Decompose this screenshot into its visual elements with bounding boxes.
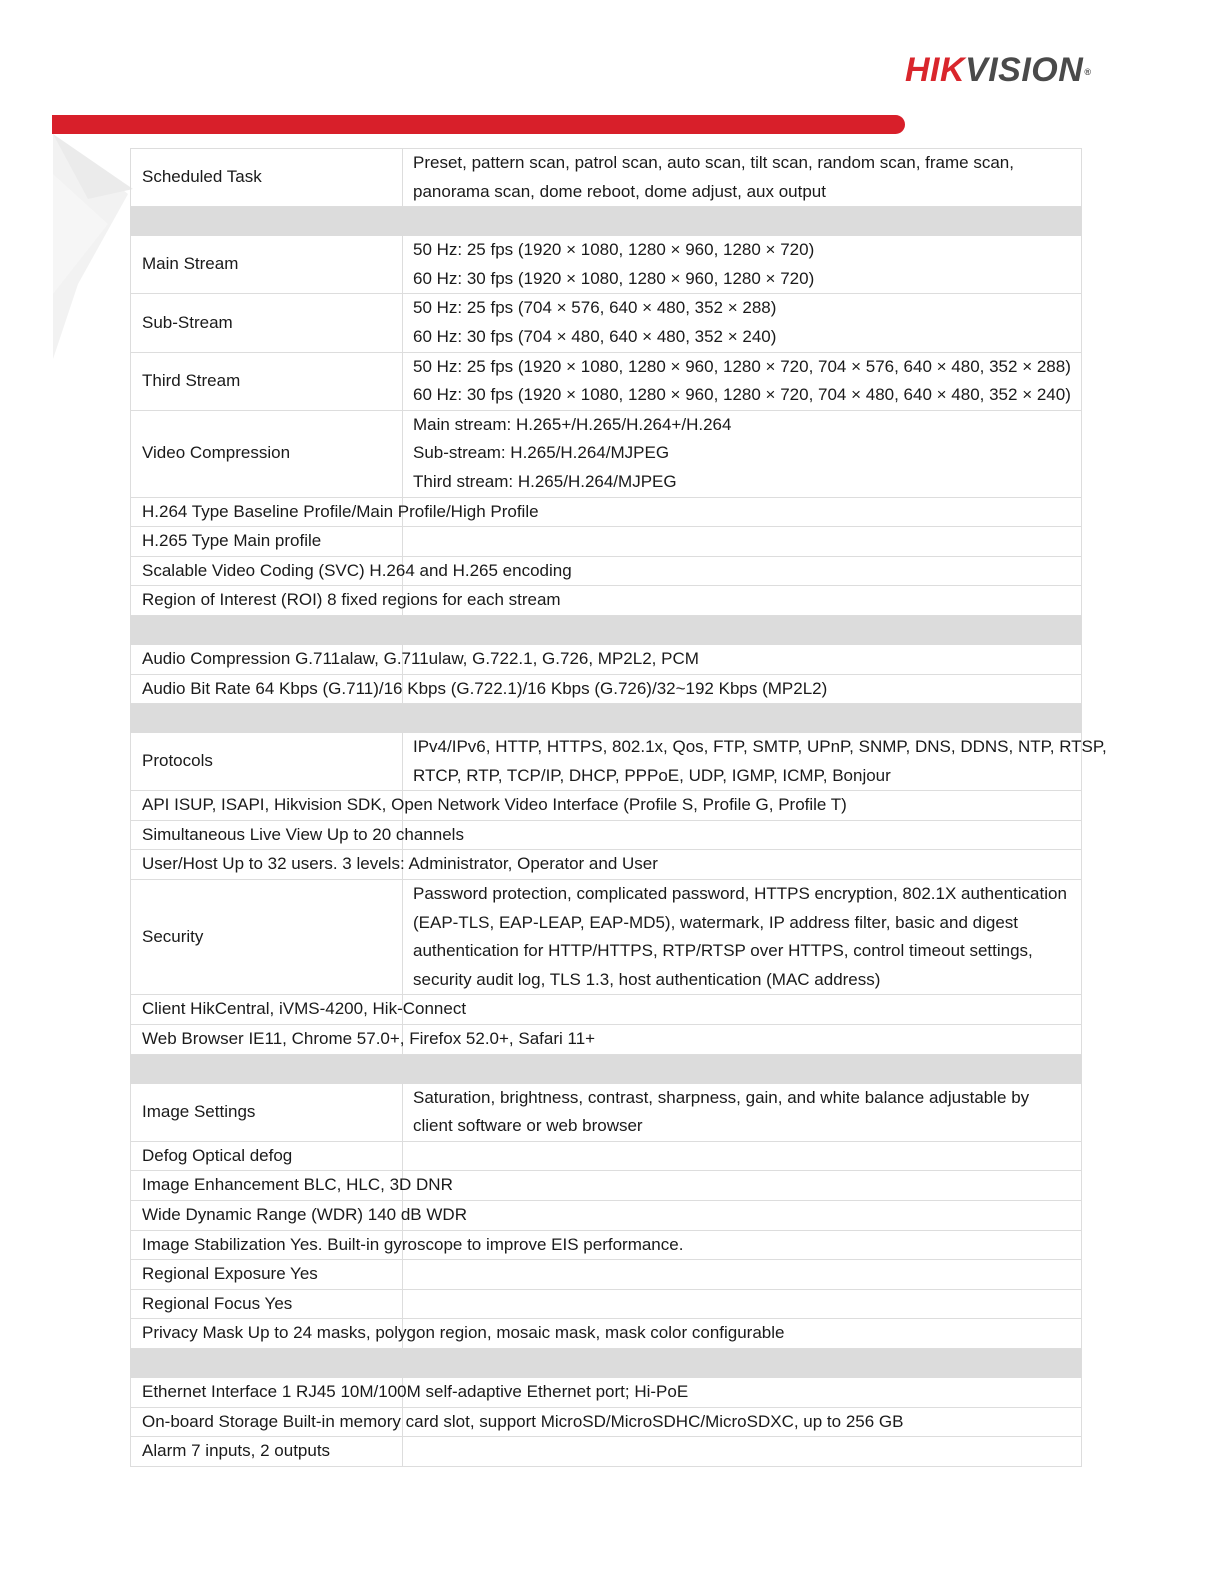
row-audio-compression bbox=[131, 644, 1082, 674]
row-inline-text: H.264 Type Baseline Profile/Main Profile/High Profile bbox=[142, 501, 539, 521]
row-client bbox=[131, 995, 1082, 1025]
row-inline-text: Ethernet Interface 1 RJ45 10M/100M self-adaptive Ethernet port; Hi-PoE bbox=[142, 1381, 689, 1401]
row-roi bbox=[131, 586, 1082, 616]
row-label: Image Settings bbox=[131, 1083, 403, 1141]
row-video-compression bbox=[131, 410, 1082, 497]
row-protocols bbox=[131, 733, 1082, 791]
row-label: Third Stream bbox=[131, 352, 403, 410]
row-regional-focus bbox=[131, 1289, 1082, 1319]
row-value: IPv4/IPv6, HTTP, HTTPS, 802.1x, Qos, FTP, SMTP, UPnP, SNMP, DNS, DDNS, NTP, RTSP, RTCP, RTP, TCP/IP, DHCP, PPPoE, UDP, IGMP, ICMP, Bonjour bbox=[403, 733, 1082, 791]
row-user-host bbox=[131, 850, 1082, 880]
row-inline-text: Simultaneous Live View Up to 20 channels bbox=[142, 824, 464, 844]
row-storage bbox=[131, 1407, 1082, 1437]
section-divider bbox=[131, 1348, 1082, 1377]
row-inline-text: Privacy Mask Up to 24 masks, polygon region, mosaic mask, mask color configurable bbox=[142, 1323, 785, 1343]
row-value: 50 Hz: 25 fps (1920 × 1080, 1280 × 960, 1280 × 720) 60 Hz: 30 fps (1920 × 1080, 1280 × 960, 1280 × 720) bbox=[403, 236, 1082, 294]
row-sub-stream bbox=[131, 294, 1082, 352]
row-defog bbox=[131, 1141, 1082, 1171]
row-label: Video Compression bbox=[131, 410, 403, 497]
row-inline-text: Image Enhancement BLC, HLC, 3D DNR bbox=[142, 1175, 453, 1195]
row-label: Sub-Stream bbox=[131, 294, 403, 352]
decorative-shape bbox=[48, 134, 138, 359]
row-regional-exposure bbox=[131, 1260, 1082, 1290]
row-label: Security bbox=[131, 880, 403, 995]
row-inline-text: Scalable Video Coding (SVC) H.264 and H.265 encoding bbox=[142, 560, 572, 580]
header-accent-bar bbox=[52, 115, 905, 134]
row-image-enhancement bbox=[131, 1171, 1082, 1201]
row-scheduled-task bbox=[131, 149, 1082, 207]
row-ethernet bbox=[131, 1377, 1082, 1407]
row-label: Protocols bbox=[131, 733, 403, 791]
row-label: Main Stream bbox=[131, 236, 403, 294]
row-h264-type bbox=[131, 497, 1082, 527]
row-inline-text: Web Browser IE11, Chrome 57.0+, Firefox 52.0+, Safari 11+ bbox=[142, 1029, 596, 1049]
row-h265-type bbox=[131, 527, 1082, 557]
row-value: 50 Hz: 25 fps (704 × 576, 640 × 480, 352 × 288) 60 Hz: 30 fps (704 × 480, 640 × 480, 352 × 240) bbox=[403, 294, 1082, 352]
row-inline-text: Client HikCentral, iVMS-4200, Hik-Connect bbox=[142, 999, 467, 1019]
row-inline-text: On-board Storage Built-in memory card slot, support MicroSD/MicroSDHC/MicroSDXC, up to 256 GB bbox=[142, 1411, 904, 1431]
row-value: Preset, pattern scan, patrol scan, auto scan, tilt scan, random scan, frame scan, panorama scan, dome reboot, dome adjust, aux output bbox=[403, 149, 1082, 207]
row-web-browser bbox=[131, 1025, 1082, 1055]
row-label: Scheduled Task bbox=[131, 149, 403, 207]
row-privacy-mask bbox=[131, 1319, 1082, 1349]
row-value: Password protection, complicated password, HTTPS encryption, 802.1X authentication (EAP-TLS, EAP-LEAP, EAP-MD5), watermark, IP address filter, basic and digest authentication for HTTP/HTTPS, RTP/RTSP over HTTPS, control timeout settings, security audit log, TLS 1.3, host authentication (MAC address) bbox=[403, 880, 1082, 995]
row-third-stream bbox=[131, 352, 1082, 410]
row-inline-text: Wide Dynamic Range (WDR) 140 dB WDR bbox=[142, 1205, 467, 1224]
row-audio-bit-rate bbox=[131, 674, 1082, 704]
row-alarm bbox=[131, 1437, 1082, 1467]
row-inline-text: Audio Compression G.711alaw, G.711ulaw, G.722.1, G.726, MP2L2, PCM bbox=[142, 648, 699, 668]
section-divider bbox=[131, 704, 1082, 733]
row-inline-text: API ISUP, ISAPI, Hikvision SDK, Open Network Video Interface (Profile S, Profile G, Profile T) bbox=[142, 795, 847, 815]
section-divider bbox=[131, 1054, 1082, 1083]
row-inline-text: Image Stabilization Yes. Built-in gyroscope to improve EIS performance. bbox=[142, 1234, 684, 1254]
hikvision-logo: HIKVISION® bbox=[905, 51, 1092, 89]
row-inline-text: Regional Exposure Yes bbox=[142, 1264, 318, 1284]
row-image-settings bbox=[131, 1083, 1082, 1141]
row-wdr bbox=[131, 1201, 1082, 1231]
row-value: Saturation, brightness, contrast, sharpness, gain, and white balance adjustable by client software or web browser bbox=[403, 1083, 1082, 1141]
row-main-stream bbox=[131, 236, 1082, 294]
row-inline-text: Region of Interest (ROI) 8 fixed regions for each stream bbox=[142, 590, 561, 610]
row-inline-text: H.265 Type Main profile bbox=[142, 531, 322, 551]
row-inline-text: Alarm 7 inputs, 2 outputs bbox=[142, 1441, 331, 1461]
row-svc bbox=[131, 556, 1082, 586]
row-live-view bbox=[131, 820, 1082, 850]
spec-table bbox=[130, 148, 1107, 1467]
row-value: 50 Hz: 25 fps (1920 × 1080, 1280 × 960, 1280 × 720, 704 × 576, 640 × 480, 352 × 288) 60 Hz: 30 fps (1920 × 1080, 1280 × 960, 1280 × 720, 704 × 480, 640 × 480, 352 × 240) bbox=[403, 352, 1082, 410]
row-image-stabilization bbox=[131, 1230, 1082, 1260]
row-inline-text: Audio Bit Rate 64 Kbps (G.711)/16 Kbps (G.722.1)/16 Kbps (G.726)/32~192 Kbps (MP2L2) bbox=[142, 678, 828, 698]
row-security bbox=[131, 880, 1082, 995]
row-value: Main stream: H.265+/H.265/H.264+/H.264 Sub-stream: H.265/H.264/MJPEG Third stream: H.265/H.264/MJPEG bbox=[403, 410, 1082, 497]
row-inline-text: Defog Optical defog bbox=[142, 1145, 293, 1165]
section-divider bbox=[131, 207, 1082, 236]
section-divider bbox=[131, 615, 1082, 644]
row-inline-text: Regional Focus Yes bbox=[142, 1293, 293, 1313]
row-inline-text: User/Host Up to 32 users. 3 levels: Administrator, Operator and User bbox=[142, 854, 658, 874]
row-api bbox=[131, 791, 1082, 821]
